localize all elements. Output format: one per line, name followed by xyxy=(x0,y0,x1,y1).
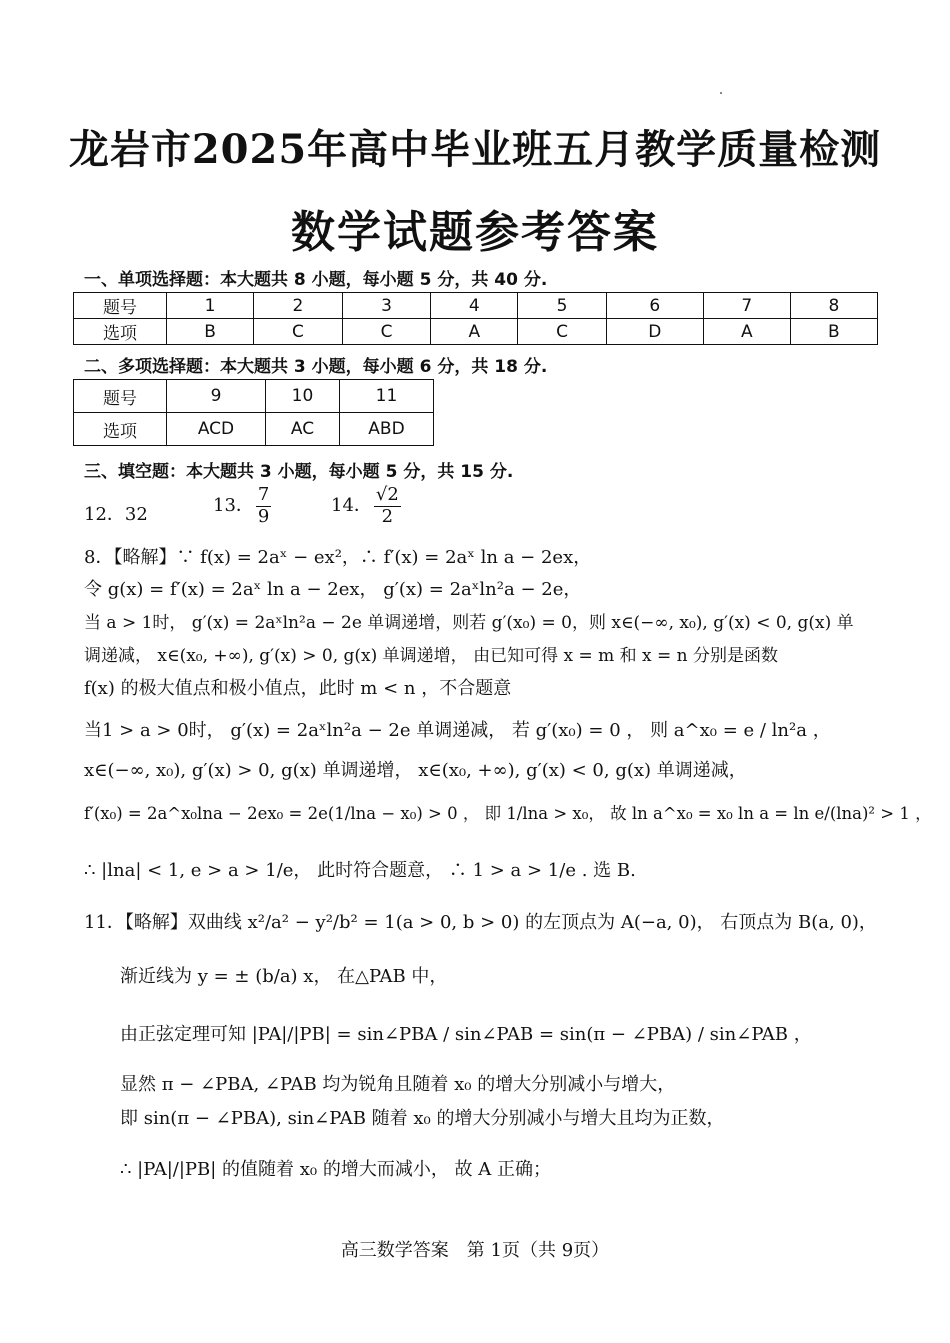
answer-cell: A xyxy=(703,319,790,345)
answer-cell: D xyxy=(606,319,703,345)
answer-cell: B xyxy=(167,319,254,345)
table-row-questions xyxy=(74,380,434,413)
solution8-line: f(x) 的极大值点和极小值点，此时 m < n ，不合题意 xyxy=(84,678,512,699)
row-label: 选项 xyxy=(74,413,167,446)
answer-cell: A xyxy=(431,319,518,345)
solution11-line: 由正弦定理可知 |PA|/|PB| = sin∠PBA / sin∠PAB = sin(π − ∠PBA) / sin∠PAB ， xyxy=(120,1024,812,1045)
row-label: 题号 xyxy=(74,380,167,413)
solution8-line: 当1 > a > 0时， g′(x) = 2aˣln²a − 2e 单调递减， 若 g′(x₀) = 0 ， 则 a^x₀ = e / ln²a ， xyxy=(84,720,831,741)
solution11-line: 即 sin(π − ∠PBA), sin∠PAB 随着 x₀ 的增大分别减小与增大且均为正数， xyxy=(120,1108,725,1129)
answer-cell: ABD xyxy=(340,413,434,446)
solution11-line: 显然 π − ∠PBA, ∠PAB 均为锐角且随着 x₀ 的增大分别减小与增大， xyxy=(120,1074,676,1095)
section2-heading: 二、多项选择题：本大题共 3 小题，每小题 6 分，共 18 分. xyxy=(84,357,548,377)
answer-14-fraction: $\frac{√2}{2}$ xyxy=(375,484,399,527)
answer-13-fraction: $\frac{7}{9}$ xyxy=(257,484,270,527)
solution8-line: x∈(−∞, x₀), g′(x) > 0, g(x) 单调递增， x∈(x₀, +∞), g′(x) < 0, g(x) 单调递减， xyxy=(84,760,747,781)
section1-heading: 一、单项选择题：本大题共 8 小题，每小题 5 分，共 40 分. xyxy=(84,270,548,290)
question-cell: 7 xyxy=(703,293,790,319)
solution11-line: 11．【略解】双曲线 x²/a² − y²/b² = 1(a > 0, b > 0) 的左顶点为 A(−a, 0)， 右顶点为 B(a, 0)， xyxy=(84,912,877,933)
solution11-line: ∴ |PA|/|PB| 的值随着 x₀ 的增大而减小， 故 A 正确； xyxy=(120,1159,551,1180)
solution8-line: 当 a > 1时， g′(x) = 2aˣln²a − 2e 单调递增，则若 g′(x₀) = 0，则 x∈(−∞, x₀), g′(x) < 0, g(x) 单 xyxy=(84,613,854,633)
document-title: 龙岩市2025年高中毕业班五月教学质量检测 xyxy=(68,126,882,173)
solution8-line: f′(x₀) = 2a^x₀lna − 2ex₀ = 2e(1/lna − x₀) > 0 ， 即 1/lna > x₀， 故 ln a^x₀ = x₀ ln a = ln e/(lna)² > 1 ， xyxy=(84,804,932,823)
question-cell: 9 xyxy=(167,380,266,413)
table-row-answers xyxy=(74,319,878,345)
scan-speck xyxy=(720,92,722,94)
answer-12: 12．32 xyxy=(84,504,148,525)
answer-cell: C xyxy=(342,319,431,345)
solution8-line: 8．【略解】∵ f(x) = 2aˣ − ex²，∴ f′(x) = 2aˣ ln a − 2ex， xyxy=(84,547,592,568)
section3-heading: 三、填空题：本大题共 3 小题，每小题 5 分，共 15 分. xyxy=(84,462,514,482)
answer-cell: ACD xyxy=(167,413,266,446)
solution8-line: ∴ |lna| < 1, e > a > 1/e， 此时符合题意， ∴ 1 > a > 1/e . 选 B. xyxy=(84,860,636,881)
question-cell: 2 xyxy=(254,293,343,319)
answer-cell: AC xyxy=(266,413,340,446)
solution8-line: 调递减， x∈(x₀, +∞), g′(x) > 0, g(x) 单调递增， 由已知可得 x = m 和 x = n 分别是函数 xyxy=(84,646,779,666)
question-cell: 1 xyxy=(167,293,254,319)
answer-cell: C xyxy=(254,319,343,345)
answer-14-label: 14． xyxy=(331,495,372,517)
question-cell: 6 xyxy=(606,293,703,319)
answer-13 xyxy=(213,485,273,527)
page-footer: 高三数学答案 第 1页（共 9页） xyxy=(340,1240,610,1261)
table-row-questions xyxy=(74,293,878,319)
question-cell: 8 xyxy=(790,293,877,319)
solution8-line: 令 g(x) = f′(x) = 2aˣ ln a − 2ex， g′(x) = 2aˣln²a − 2e， xyxy=(84,579,582,600)
answer-13-label: 13． xyxy=(213,495,254,517)
answer-14 xyxy=(331,485,403,527)
answer-cell: B xyxy=(790,319,877,345)
row-label: 题号 xyxy=(74,293,167,319)
question-cell: 11 xyxy=(340,380,434,413)
question-cell: 4 xyxy=(431,293,518,319)
row-label: 选项 xyxy=(74,319,167,345)
table-row-answers xyxy=(74,413,434,446)
question-cell: 5 xyxy=(518,293,607,319)
solution11-line: 渐近线为 y = ± (b/a) x， 在△PAB 中， xyxy=(120,966,448,987)
document-subtitle: 数学试题参考答案 xyxy=(291,207,659,258)
question-cell: 3 xyxy=(342,293,431,319)
single-choice-answer-table xyxy=(73,292,878,345)
answer-cell: C xyxy=(518,319,607,345)
question-cell: 10 xyxy=(266,380,340,413)
multi-choice-answer-table xyxy=(73,379,434,446)
